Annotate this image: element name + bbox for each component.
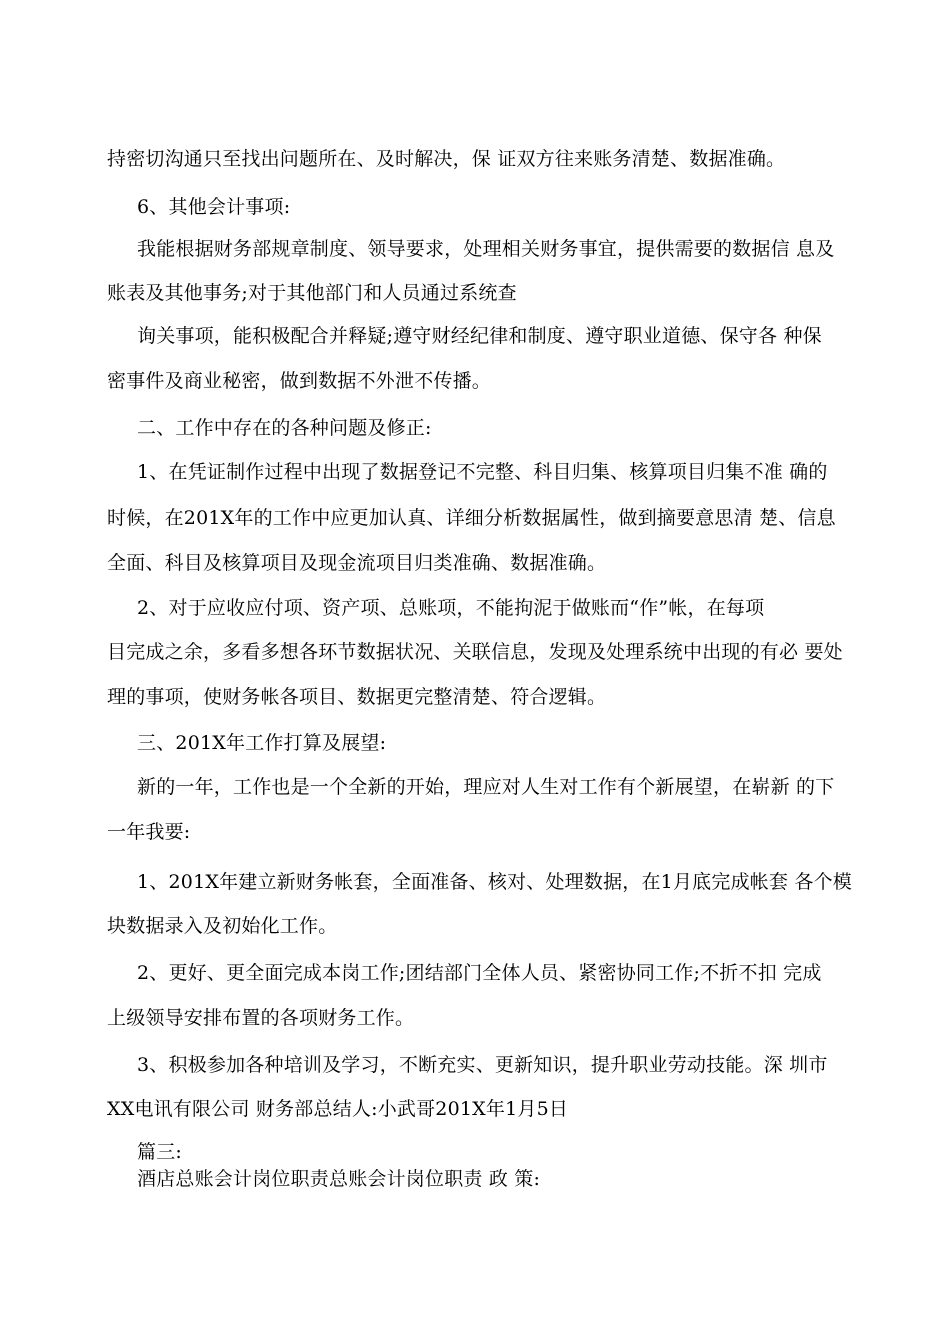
text-line: XX电讯有限公司 财务部总结人:小武哥201X年1月5日: [107, 1098, 569, 1120]
text-line: 一年我要:: [107, 821, 191, 843]
section-heading: 三、201X年工作打算及展望:: [137, 732, 387, 754]
text-line: 询关事项，能积极配合并释疑;遵守财经纪律和制度、遵守职业道德、保守各 种保: [137, 325, 822, 347]
section-heading: 篇三:: [137, 1141, 183, 1163]
text-line: 1、201X年建立新财务帐套，全面准备、核对、处理数据，在1月底完成帐套 各个模: [137, 871, 853, 893]
text-line: 理的事项，使财务帐各项目、数据更完整清楚、符合逻辑。: [107, 686, 607, 708]
text-line: 账表及其他事务;对于其他部门和人员通过系统查: [107, 282, 517, 304]
text-line: 密事件及商业秘密，做到数据不外泄不传播。: [107, 370, 492, 392]
text-line: 2、更好、更全面完成本岗工作;团结部门全体人员、紧密协同工作;不折不扣 完成: [137, 962, 822, 984]
text-line: 时候，在201X年的工作中应更加认真、详细分析数据属性，做到摘要意思清 楚、信息: [107, 507, 836, 529]
section-heading: 二、工作中存在的各种问题及修正:: [137, 417, 432, 439]
text-line: 上级领导安排布置的各项财务工作。: [107, 1007, 415, 1029]
text-line: 新的一年，工作也是一个全新的开始，理应对人生对工作有个新展望，在崭新 的下: [137, 776, 835, 798]
text-line: 我能根据财务部规章制度、领导要求，处理相关财务事宜，提供需要的数据信 息及: [137, 238, 835, 260]
text-line: 目完成之余，多看多想各环节数据状况、关联信息，发现及处理系统中出现的有必 要处: [107, 641, 843, 663]
text-line: 酒店总账会计岗位职责总账会计岗位职责 政 策:: [137, 1168, 541, 1190]
text-line: 2、对于应收应付项、资产项、总账项，不能拘泥于做账而“作”帐，在每项: [137, 597, 765, 619]
text-line: 持密切沟通只至找出问题所在、及时解决，保 证双方往来账务清楚、数据准确。: [107, 148, 786, 170]
text-line: 块数据录入及初始化工作。: [107, 915, 338, 937]
section-heading: 6、其他会计事项:: [137, 196, 291, 218]
text-line: 全面、科目及核算项目及现金流项目归类准确、数据准确。: [107, 552, 607, 574]
text-line: 1、在凭证制作过程中出现了数据登记不完整、科目归集、核算项目归集不准 确的: [137, 461, 828, 483]
text-line: 3、积极参加各种培训及学习，不断充实、更新知识，提升职业劳动技能。深 圳市: [137, 1054, 828, 1076]
